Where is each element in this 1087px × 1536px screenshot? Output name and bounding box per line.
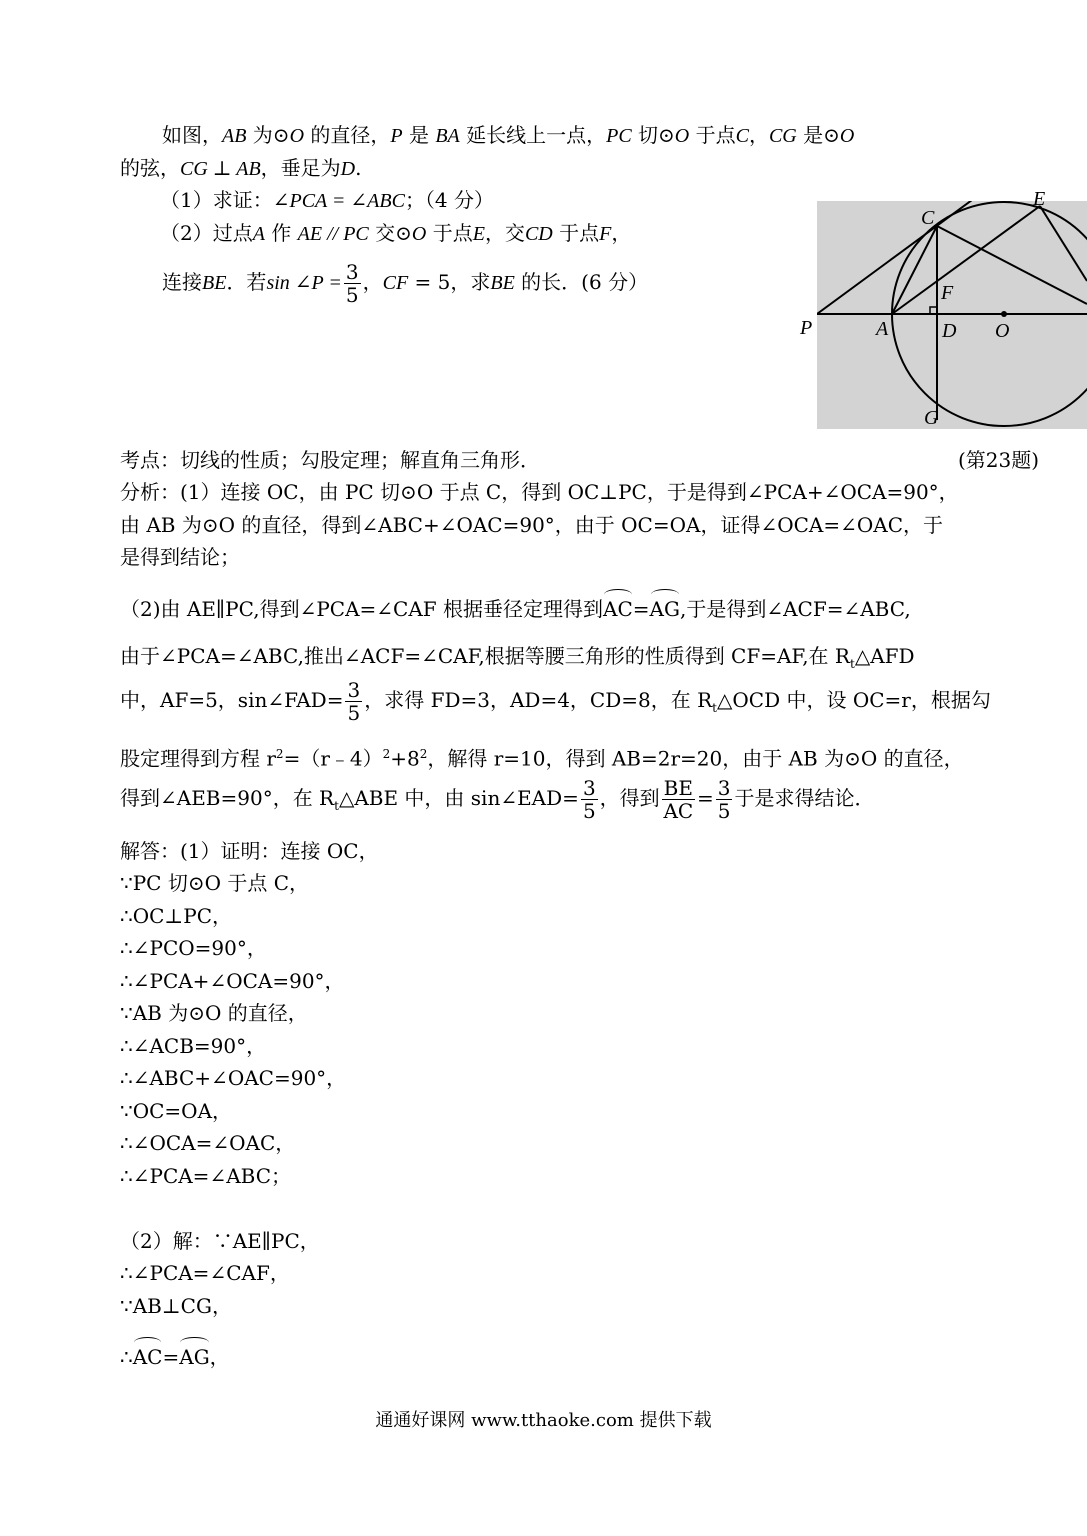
text: 的长．(6 分） <box>514 270 649 294</box>
math: O <box>674 125 690 147</box>
math: BE <box>490 272 515 294</box>
text: 延长线上一点， <box>459 123 607 147</box>
label-o: O <box>995 320 1010 342</box>
subscript: t <box>334 799 339 813</box>
question-1 <box>160 186 494 215</box>
text: ,于是得到∠ACF=∠ABC, <box>679 597 911 621</box>
label-f: F <box>941 282 954 304</box>
math: O <box>289 125 305 147</box>
math: E <box>472 223 485 245</box>
text: ，求得 FD=3，AD=4，CD=8，在 R <box>364 688 713 712</box>
solution-line: ∵AB⊥CG， <box>120 1294 232 1318</box>
text: 于是求得结论． <box>734 786 875 810</box>
solution-line: ∴∠OCA=∠OAC， <box>120 1131 296 1155</box>
denominator: 5 <box>717 799 731 823</box>
math: CD <box>524 223 553 245</box>
text: = 5，求 <box>408 270 491 294</box>
solution-line: ∵OC=OA， <box>120 1099 233 1123</box>
superscript: 2 <box>419 747 428 761</box>
analysis-p2-line-5 <box>120 774 874 830</box>
arc-ac: AC <box>603 597 633 621</box>
fraction <box>581 777 598 822</box>
analysis-line-3: 是得到结论； <box>120 545 240 569</box>
math: PC <box>606 125 632 147</box>
text: 的直径， <box>304 123 391 147</box>
text: 切⊙ <box>631 123 675 147</box>
solution-line: ∴∠PCA+∠OCA=90°， <box>120 969 345 993</box>
text: 由于∠PCA=∠ABC,推出∠ACF=∠CAF,根据等腰三角形的性质得到 CF=AF,在 R <box>120 644 850 668</box>
text: 于点 <box>552 221 600 245</box>
analysis-p2-line-3 <box>120 676 991 732</box>
text: 为⊙ <box>246 123 290 147</box>
solution-line: ∴∠ABC+∠OAC=90°， <box>120 1066 347 1090</box>
analysis-p2-line-4 <box>120 740 964 773</box>
text: （2)由 AE∥PC,得到∠PCA=∠CAF 根据垂径定理得到 <box>120 597 604 621</box>
label-g: G <box>924 407 939 429</box>
figure-caption: (第23题) <box>958 448 1040 472</box>
solution-line-arc <box>120 1343 230 1371</box>
label-c: C <box>921 207 935 229</box>
text: ， <box>748 123 769 147</box>
math: D <box>340 158 356 180</box>
arc-ac: AC <box>132 1345 163 1369</box>
text: 如图， <box>162 123 222 147</box>
text: 作 <box>264 221 298 245</box>
text: 是 <box>402 123 436 147</box>
solution-line: ∴∠PCA=∠CAF， <box>120 1261 290 1285</box>
text: ，垂足为 <box>260 156 341 180</box>
problem-line-2 <box>120 154 361 183</box>
solution-line: ∴∠PCO=90°， <box>120 936 267 960</box>
math: CG <box>768 125 797 147</box>
math: sin ∠P = <box>266 272 342 294</box>
geometry-figure <box>796 186 1087 430</box>
text: 是⊙ <box>796 123 840 147</box>
text: = <box>632 597 650 621</box>
text: △ABE 中，由 sin∠EAD= <box>338 786 579 810</box>
text: △AFD <box>854 644 915 668</box>
text: ， <box>611 221 632 245</box>
solution-line: ∴OC⊥PC， <box>120 904 232 928</box>
math: CF <box>382 272 409 294</box>
text: 的弦， <box>120 156 180 180</box>
fraction <box>344 261 361 306</box>
arc-ag: AG <box>179 1345 210 1369</box>
arc-ag: AG <box>649 597 680 621</box>
text: = <box>696 786 714 810</box>
math: C <box>735 125 749 147</box>
fraction <box>345 679 362 724</box>
problem-line-1 <box>162 121 854 150</box>
math: A <box>252 223 265 245</box>
math: O <box>411 223 427 245</box>
analysis-p2-line-1 <box>120 595 911 623</box>
text: 于点 <box>689 123 736 147</box>
text: （2）过点 <box>160 221 253 245</box>
text: 连接 <box>162 270 202 294</box>
text: ，交 <box>484 221 525 245</box>
text: 中，AF=5，sin∠FAD= <box>120 688 344 712</box>
text: 于点 <box>426 221 473 245</box>
label-d: D <box>942 320 957 342</box>
math: AE // PC <box>297 223 369 245</box>
text: ， <box>362 270 383 294</box>
text: =（r﹣4） <box>283 746 383 771</box>
numerator: 3 <box>347 678 361 702</box>
text: = <box>162 1345 180 1369</box>
solution-line: 解答：(1）证明：连接 OC， <box>120 839 379 863</box>
text: . <box>355 156 362 180</box>
text: ．若 <box>226 270 267 294</box>
text: ∴ <box>120 1345 133 1369</box>
superscript: 2 <box>382 747 391 761</box>
solution-line: ∴∠ACB=90°， <box>120 1034 267 1058</box>
solution-line: ∵PC 切⊙O 于点 C， <box>120 871 310 895</box>
fraction <box>662 777 695 822</box>
text: ，解得 r=10，得到 AB=2r=20，由于 AB 为⊙O 的直径， <box>427 746 964 771</box>
solution-line: （2）解：∵AE∥PC， <box>120 1229 320 1253</box>
analysis-line-1: 分析：(1）连接 OC，由 PC 切⊙O 于点 C，得到 OC⊥PC，于是得到∠PCA+∠OCA=90°， <box>120 480 959 504</box>
numerator: 3 <box>582 776 596 800</box>
analysis-p2-line-2 <box>120 642 915 678</box>
math: BA <box>435 125 460 147</box>
label-p: P <box>800 317 813 339</box>
text: 交⊙ <box>368 221 412 245</box>
question-2 <box>160 219 631 248</box>
denominator: 5 <box>345 283 359 307</box>
math: BE <box>202 272 227 294</box>
text: △OCD 中，设 OC=r，根据勾 <box>717 688 991 712</box>
math: F <box>599 223 612 245</box>
kaodian: 考点：切线的性质；勾股定理；解直角三角形． <box>120 448 540 472</box>
subscript: t <box>712 701 717 715</box>
text: +8 <box>390 746 420 771</box>
fraction <box>716 777 733 822</box>
denominator: AC <box>663 799 694 823</box>
label-a: A <box>876 318 889 340</box>
math: AB <box>222 125 247 147</box>
denominator: 5 <box>347 701 361 725</box>
math: O <box>839 125 855 147</box>
solution-line: ∵AB 为⊙O 的直径， <box>120 1001 308 1025</box>
numerator: BE <box>663 776 693 800</box>
solution-line: ∴∠PCA=∠ABC； <box>120 1164 292 1188</box>
math: P <box>390 125 403 147</box>
analysis-line-2: 由 AB 为⊙O 的直径，得到∠ABC+∠OAC=90°，由于 OC=OA，证得∠OCA=∠OAC，于 <box>120 513 944 537</box>
center-dot <box>1001 311 1007 317</box>
text: ，得到 <box>599 786 660 810</box>
numerator: 3 <box>717 776 731 800</box>
subscript: t <box>849 657 855 671</box>
text: 得到∠AEB=90°，在 R <box>120 786 335 810</box>
text: ， <box>209 1345 230 1369</box>
label-e: E <box>1033 188 1046 210</box>
numerator: 3 <box>345 260 359 284</box>
text: （1）求证： <box>160 188 273 212</box>
text: 股定理得到方程 r <box>120 746 276 771</box>
denominator: 5 <box>582 799 596 823</box>
footer: 通通好课网 www.tthaoke.com 提供下载 <box>375 1410 712 1431</box>
superscript: 2 <box>275 747 284 761</box>
math: CG ⊥ AB <box>180 158 261 180</box>
question-2-cont <box>162 256 648 309</box>
text: ；（4 分） <box>404 188 495 212</box>
math: ∠PCA = ∠ABC <box>272 190 405 212</box>
